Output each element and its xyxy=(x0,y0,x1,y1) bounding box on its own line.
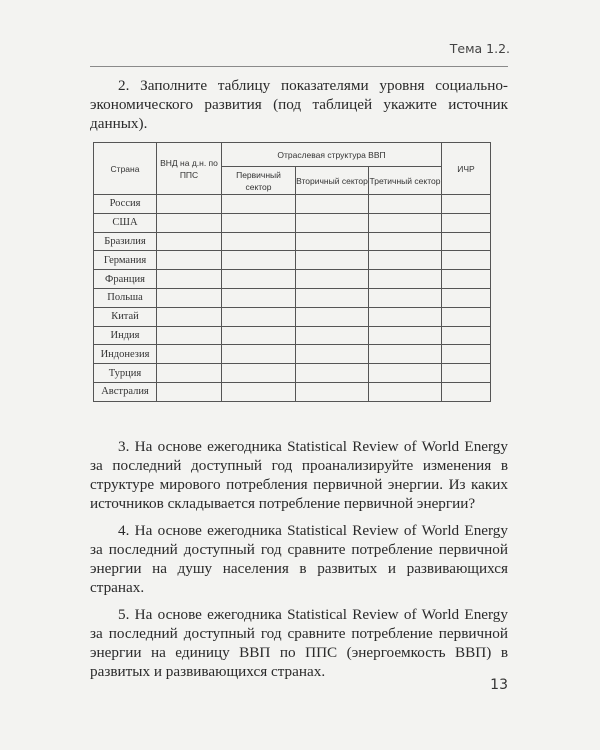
header-gni-ppp: ВНД на д.н. по ППС xyxy=(157,143,222,195)
empty-cell[interactable] xyxy=(442,326,491,345)
header-divider xyxy=(90,66,508,67)
table-row xyxy=(94,288,491,307)
country-cell: Австралия xyxy=(94,382,157,401)
empty-cell[interactable] xyxy=(442,307,491,326)
table-row xyxy=(94,345,491,364)
empty-cell[interactable] xyxy=(369,326,442,345)
empty-cell[interactable] xyxy=(157,307,222,326)
empty-cell[interactable] xyxy=(296,270,369,289)
country-cell: США xyxy=(94,213,157,232)
empty-cell[interactable] xyxy=(157,195,222,214)
table-row xyxy=(94,270,491,289)
empty-cell[interactable] xyxy=(157,232,222,251)
empty-cell[interactable] xyxy=(296,288,369,307)
empty-cell[interactable] xyxy=(296,195,369,214)
country-cell: Франция xyxy=(94,270,157,289)
empty-cell[interactable] xyxy=(222,364,296,383)
header-topic: Тема 1.2. xyxy=(449,41,510,56)
header-country: Страна xyxy=(94,143,157,195)
empty-cell[interactable] xyxy=(369,307,442,326)
empty-cell[interactable] xyxy=(222,288,296,307)
table-row xyxy=(94,307,491,326)
empty-cell[interactable] xyxy=(442,345,491,364)
task-2-text: 2. Заполните таблицу показателями уровня социально-экономического развития (под таблицей укажите источник данных). xyxy=(90,77,508,132)
header-primary-sector: Первичный сектор xyxy=(222,167,296,195)
empty-cell[interactable] xyxy=(296,382,369,401)
empty-cell[interactable] xyxy=(222,251,296,270)
empty-cell[interactable] xyxy=(157,345,222,364)
empty-cell[interactable] xyxy=(157,364,222,383)
header-secondary-sector: Вторичный сектор xyxy=(296,167,369,195)
country-cell: Китай xyxy=(94,307,157,326)
empty-cell[interactable] xyxy=(296,232,369,251)
empty-cell[interactable] xyxy=(296,251,369,270)
country-cell: Польша xyxy=(94,288,157,307)
empty-cell[interactable] xyxy=(369,288,442,307)
tasks-list xyxy=(90,437,508,689)
page-number: 13 xyxy=(490,677,508,693)
empty-cell[interactable] xyxy=(442,213,491,232)
country-cell: Индонезия xyxy=(94,345,157,364)
task-3-text: 3. На основе ежегодника Statistical Review of World Energy за последний доступный год проанализируйте изменения в структуре мирового потребления первичной энергии. Из каких источников складывается потребление первичной энергии? xyxy=(90,438,508,512)
empty-cell[interactable] xyxy=(442,232,491,251)
empty-cell[interactable] xyxy=(157,326,222,345)
empty-cell[interactable] xyxy=(222,195,296,214)
header-hdi: ИЧР xyxy=(442,143,491,195)
empty-cell[interactable] xyxy=(442,288,491,307)
empty-cell[interactable] xyxy=(157,251,222,270)
empty-cell[interactable] xyxy=(369,213,442,232)
table-row xyxy=(94,326,491,345)
empty-cell[interactable] xyxy=(222,213,296,232)
empty-cell[interactable] xyxy=(296,213,369,232)
empty-cell[interactable] xyxy=(442,364,491,383)
empty-cell[interactable] xyxy=(442,382,491,401)
empty-cell[interactable] xyxy=(369,232,442,251)
table-row xyxy=(94,364,491,383)
header-gdp-structure: Отраслевая структура ВВП xyxy=(222,143,442,167)
country-cell: Турция xyxy=(94,364,157,383)
empty-cell[interactable] xyxy=(369,345,442,364)
empty-cell[interactable] xyxy=(442,195,491,214)
table-row xyxy=(94,251,491,270)
country-cell: Германия xyxy=(94,251,157,270)
header-tertiary-sector: Третичный сектор xyxy=(369,167,442,195)
empty-cell[interactable] xyxy=(222,307,296,326)
empty-cell[interactable] xyxy=(222,232,296,251)
table-row xyxy=(94,382,491,401)
empty-cell[interactable] xyxy=(369,195,442,214)
country-cell: Бразилия xyxy=(94,232,157,251)
country-cell: Индия xyxy=(94,326,157,345)
empty-cell[interactable] xyxy=(222,270,296,289)
empty-cell[interactable] xyxy=(222,382,296,401)
empty-cell[interactable] xyxy=(296,364,369,383)
empty-cell[interactable] xyxy=(369,364,442,383)
empty-cell[interactable] xyxy=(369,382,442,401)
country-cell: Россия xyxy=(94,195,157,214)
empty-cell[interactable] xyxy=(442,251,491,270)
table-row xyxy=(94,213,491,232)
indicators-table xyxy=(93,142,491,402)
empty-cell[interactable] xyxy=(442,270,491,289)
empty-cell[interactable] xyxy=(296,326,369,345)
empty-cell[interactable] xyxy=(296,345,369,364)
empty-cell[interactable] xyxy=(296,307,369,326)
table-row xyxy=(94,232,491,251)
empty-cell[interactable] xyxy=(157,270,222,289)
task-5-text: 5. На основе ежегодника Statistical Review of World Energy за последний доступный год сравните потребление первичной энергии на единицу ВВП по ППС (энергоемкость ВВП) в развитых и развивающихся странах. xyxy=(90,606,508,680)
empty-cell[interactable] xyxy=(222,326,296,345)
empty-cell[interactable] xyxy=(157,382,222,401)
empty-cell[interactable] xyxy=(369,251,442,270)
empty-cell[interactable] xyxy=(157,213,222,232)
table-row xyxy=(94,195,491,214)
empty-cell[interactable] xyxy=(369,270,442,289)
empty-cell[interactable] xyxy=(157,288,222,307)
empty-cell[interactable] xyxy=(222,345,296,364)
task-4-text: 4. На основе ежегодника Statistical Review of World Energy за последний доступный год сравните потребление первичной энергии на душу населения в развитых и развивающихся странах. xyxy=(90,522,508,596)
